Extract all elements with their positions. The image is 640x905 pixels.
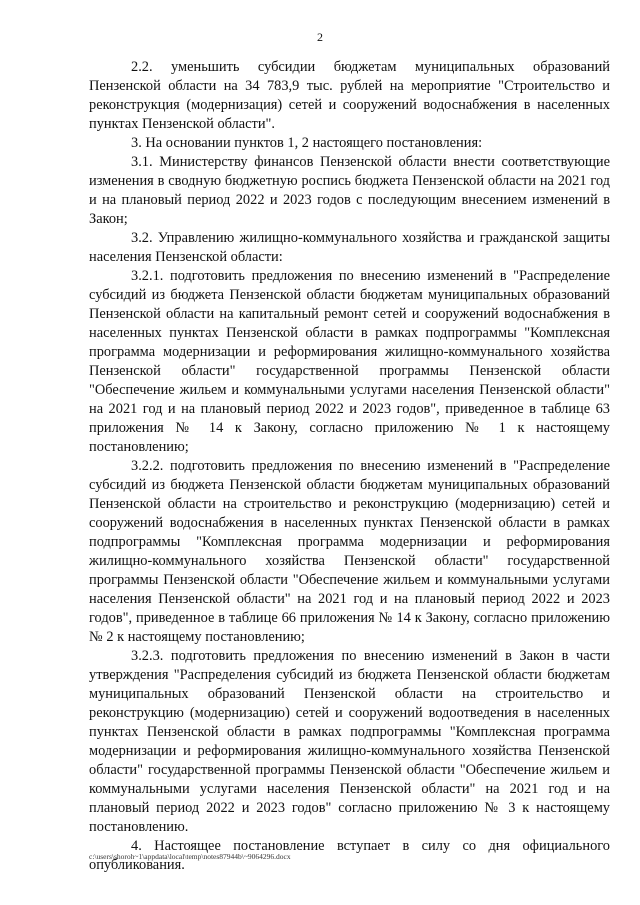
paragraph-3-2-1: 3.2.1. подготовить предложения по внесению изменений в "Распределение субсидий из бюджета Пензенской области бюджетам муниципальных образований Пензенской области на капитальный ремонт сетей и сооружений водоснабжения в населенных пунктах Пензенской области в рамках подпрограммы "Комплексная программа модернизации и реформирования жилищно-коммунального хозяйства Пензенской области" государственной программы Пензенской области "Обеспечение жильем и коммунальными услугами населения Пензенской области" на 2021 год и на плановый период 2022 и 2023 годов", приведенное в таблице 63 приложения № 14 к Закону, согласно приложению № 1 к настоящему постановлению; [89, 268, 610, 455]
paragraph-2-2: 2.2. уменьшить субсидии бюджетам муниципальных образований Пензенской области на 34 783,9 тыс. рублей на мероприятие "Строительство и реконструкция (модернизация) сетей и сооружений водоснабжения в населенных пунктах Пензенской области". [89, 59, 610, 132]
document-body [89, 58, 610, 875]
page-number: 2 [317, 30, 323, 44]
paragraph-4: 4. Настоящее постановление вступает в силу со дня официального опубликования. [89, 838, 610, 873]
file-path-footer: c:\users\shoroh~1\appdata\local\temp\notes87944b\~9064296.docx [89, 852, 291, 861]
paragraph-3-2-2: 3.2.2. подготовить предложения по внесению изменений в "Распределение субсидий из бюджета Пензенской области бюджетам муниципальных образований Пензенской области на строительство и реконструкцию (модернизацию) сетей и сооружений водоснабжения в населенных пунктах Пензенской области в рамках подпрограммы "Комплексная программа модернизации и реформирования жилищно-коммунального хозяйства Пензенской области" государственной программы Пензенской области "Обеспечение жильем и коммунальными услугами населения Пензенской области" на 2021 год и на плановый период 2022 и 2023 годов", приведенное в таблице 66 приложения № 14 к Закону, согласно приложению № 2 к настоящему постановлению; [89, 458, 610, 645]
paragraph-3: 3. На основании пунктов 1, 2 настоящего постановления: [131, 135, 483, 151]
paragraph-3-2: 3.2. Управлению жилищно-коммунального хозяйства и гражданской защиты населения Пензенской области: [89, 230, 610, 265]
paragraph-3-2-3: 3.2.3. подготовить предложения по внесению изменений в Закон в части утверждения "Распределения субсидий из бюджета Пензенской области бюджетам муниципальных образований Пензенской области на строительство и реконструкцию (модернизацию) сетей и сооружений водоотведения в населенных пунктах Пензенской области в рамках подпрограммы "Комплексная программа модернизации и реформирования жилищно-коммунального хозяйства Пензенской области" государственной программы Пензенской области "Обеспечение жильем и коммунальными услугами населения Пензенской области" на 2021 год и на плановый период 2022 и 2023 годов" согласно приложению № 3 к настоящему постановлению. [89, 648, 610, 835]
paragraph-3-1: 3.1. Министерству финансов Пензенской области внести соответствующие изменения в сводную бюджетную роспись бюджета Пензенской области на 2021 год и на плановый период 2022 и 2023 годов с последующим внесением изменений в Закон; [89, 154, 610, 227]
